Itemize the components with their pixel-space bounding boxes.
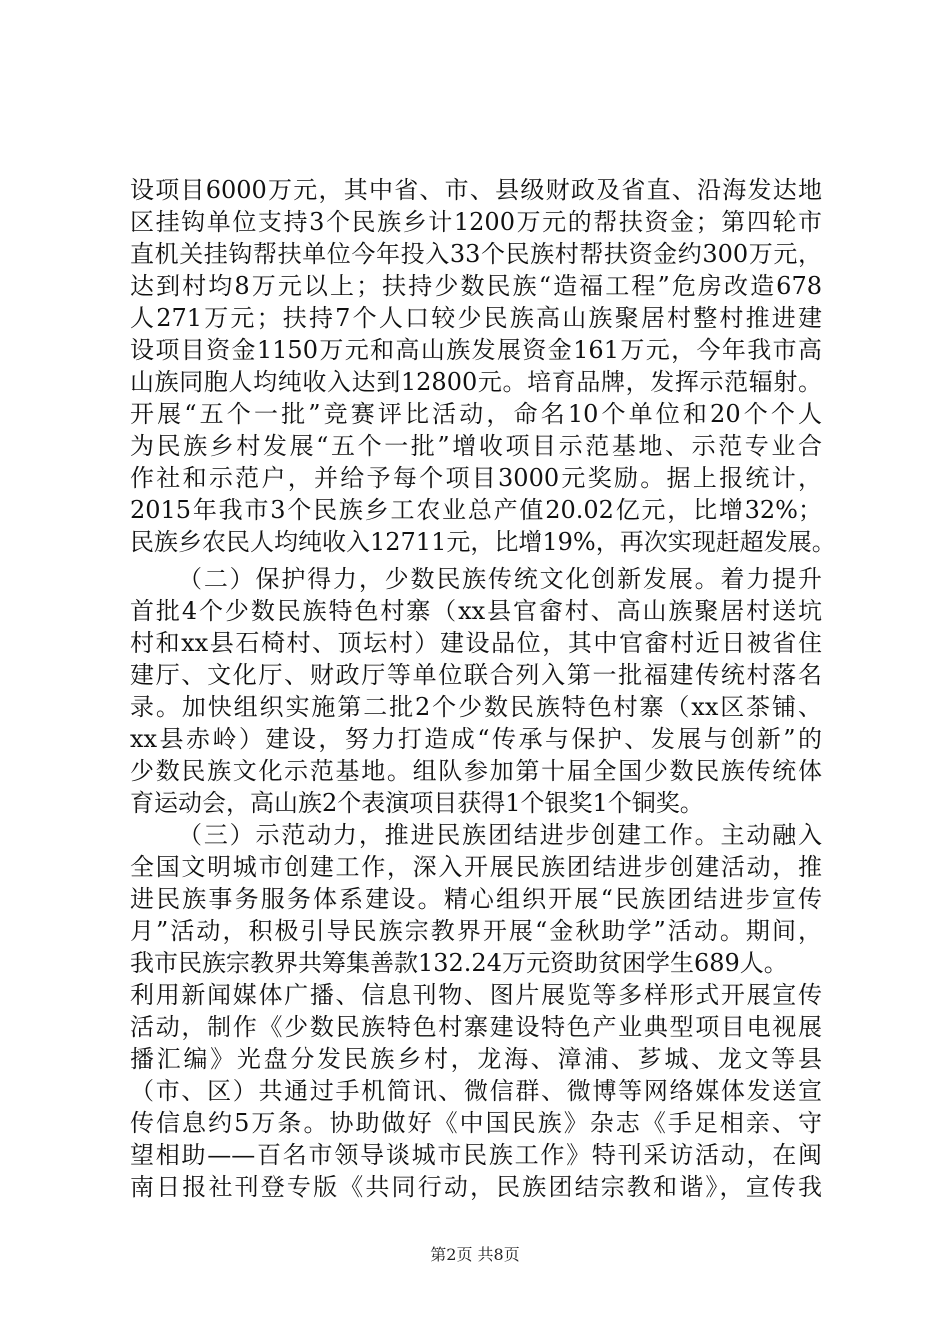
text-line: 直机关挂钩帮扶单位今年投入33个民族村帮扶资金约300万元， — [130, 240, 822, 268]
text-line: 设项目资金1150万元和高山族发展资金161万元，今年我市高 — [130, 336, 822, 364]
text-line-indented: （二）保护得力，少数民族传统文化创新发展。着力提升 — [178, 565, 822, 593]
text-line: 设项目6000万元，其中省、市、县级财政及省直、沿海发达地 — [130, 176, 822, 204]
text-line: 开展“五个一批”竞赛评比活动，命名10个单位和20个个人 — [130, 400, 822, 428]
text-line: 建厅、文化厅、财政厅等单位联合列入第一批福建传统村落名 — [130, 661, 822, 689]
text-line: 传信息约5万条。协助做好《中国民族》杂志《手足相亲、守 — [130, 1109, 822, 1137]
text-line: 录。加快组织实施第二批2个少数民族特色村寨（xx区茶铺、 — [130, 693, 822, 721]
text-line: 活动，制作《少数民族特色村寨建设特色产业典型项目电视展 — [130, 1013, 822, 1041]
text-line: 山族同胞人均纯收入达到12800元。培育品牌，发挥示范辐射。 — [130, 368, 822, 396]
text-line: 区挂钩单位支持3个民族乡计1200万元的帮扶资金；第四轮市 — [130, 208, 822, 236]
text-line: 民族乡农民人均纯收入12711元，比增19%，再次实现赶超发展。 — [130, 528, 836, 556]
text-line: 播汇编》光盘分发民族乡村，龙海、漳浦、芗城、龙文等县 — [130, 1045, 822, 1073]
text-line: 望相助——百名市领导谈城市民族工作》特刊采访活动，在闽 — [130, 1141, 822, 1169]
text-line: 进民族事务服务体系建设。精心组织开展“民族团结进步宣传 — [130, 885, 822, 913]
text-line: 全国文明城市创建工作，深入开展民族团结进步创建活动，推 — [130, 853, 822, 881]
page-number-footer: 第2页 共8页 — [430, 1245, 520, 1264]
text-line: 为民族乡村发展“五个一批”增收项目示范基地、示范专业合 — [130, 432, 822, 460]
text-line: 达到村均8万元以上；扶持少数民族“造福工程”危房改造678 — [130, 272, 822, 300]
text-line: 利用新闻媒体广播、信息刊物、图片展览等多样形式开展宣传 — [130, 981, 822, 1009]
text-line: 首批4个少数民族特色村寨（xx县官畲村、高山族聚居村送坑 — [130, 597, 822, 625]
text-line: 少数民族文化示范基地。组队参加第十届全国少数民族传统体 — [130, 757, 822, 785]
text-line: 人271万元；扶持7个人口较少民族高山族聚居村整村推进建 — [130, 304, 822, 332]
text-line: （市、区）共通过手机简讯、微信群、微博等网络媒体发送宣 — [130, 1077, 822, 1105]
text-line-indented: （三）示范动力，推进民族团结进步创建工作。主动融入 — [178, 821, 822, 849]
text-line: 2015年我市3个民族乡工农业总产值20.02亿元，比增32%； — [130, 496, 822, 524]
text-line: 作社和示范户，并给予每个项目3000元奖励。据上报统计， — [130, 464, 822, 492]
text-line: 南日报社刊登专版《共同行动，民族团结宗教和谐》，宣传我 — [130, 1173, 822, 1201]
paragraph-ethnic-unity — [130, 819, 822, 1203]
paragraph-funding-summary — [130, 174, 836, 558]
text-line: 育运动会，高山族2个表演项目获得1个银奖1个铜奖。 — [130, 789, 704, 817]
text-line: 月”活动，积极引导民族宗教界开展“金秋助学”活动。期间， — [130, 917, 822, 945]
text-line: xx县赤岭）建设，努力打造成“传承与保护、发展与创新”的 — [130, 725, 822, 753]
text-line: 村和xx县石椅村、顶坛村）建设品位，其中官畲村近日被省住 — [130, 629, 822, 657]
text-line: 我市民族宗教界共筹集善款132.24万元资助贫困学生689人。 — [130, 949, 788, 977]
paragraph-culture-protection — [130, 563, 822, 819]
